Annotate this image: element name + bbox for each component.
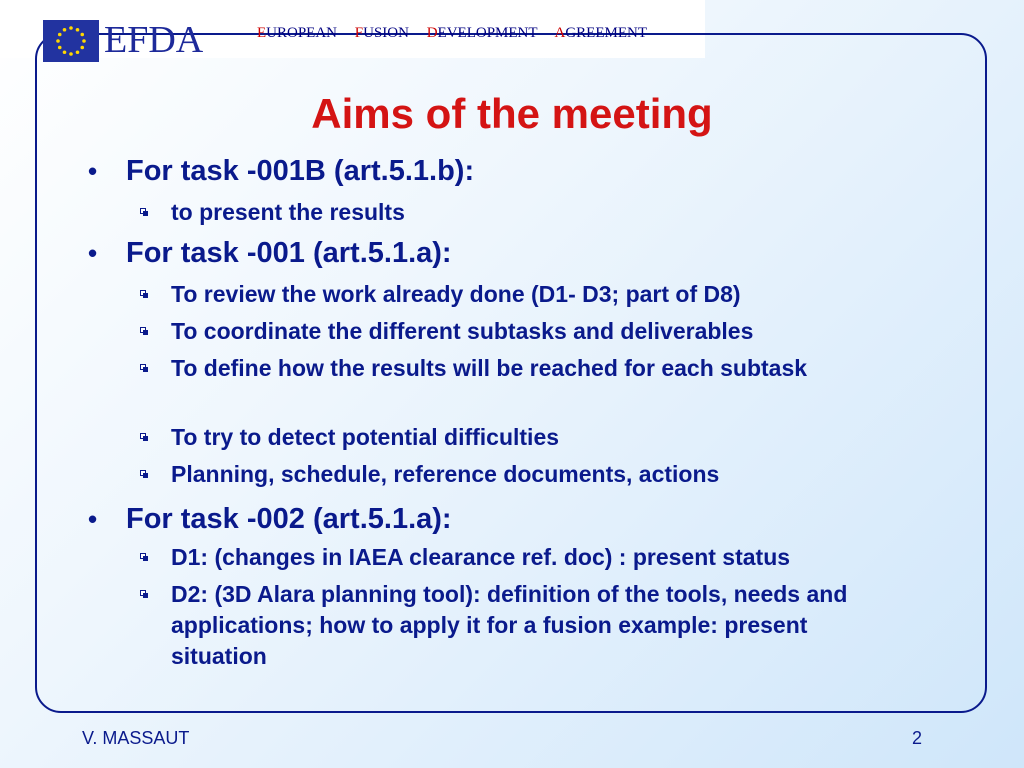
organization-tagline bbox=[257, 24, 647, 42]
bullet-dot-icon: • bbox=[88, 504, 98, 534]
flag-star bbox=[58, 46, 62, 50]
footer-page-number: 2 bbox=[912, 728, 923, 748]
tagline-word: EUROPEAN bbox=[257, 25, 338, 41]
flag-star bbox=[82, 39, 86, 43]
flag-star bbox=[80, 33, 84, 37]
square-bullet-icon bbox=[140, 553, 146, 559]
flag-star bbox=[63, 28, 67, 32]
sub-bullet-item: to present the results bbox=[171, 197, 971, 228]
flag-star bbox=[80, 46, 84, 50]
bullet-dot-icon: • bbox=[88, 238, 98, 268]
square-bullet-icon bbox=[140, 364, 146, 370]
flag-star bbox=[56, 39, 60, 43]
flag-star bbox=[58, 33, 62, 37]
eu-flag-icon bbox=[43, 20, 99, 62]
bullet-heading: • For task -001 (art.5.1.a): bbox=[88, 237, 452, 269]
efda-logo-text: EFDA bbox=[104, 19, 204, 61]
bullet-heading: • For task -002 (art.5.1.a): bbox=[88, 503, 452, 535]
sub-bullet-item: D1: (changes in IAEA clearance ref. doc) : present status bbox=[171, 542, 971, 573]
sub-bullet-item: To review the work already done (D1- D3; part of D8) bbox=[171, 279, 971, 310]
flag-star bbox=[76, 28, 80, 32]
square-bullet-icon bbox=[140, 208, 146, 214]
flag-star bbox=[69, 52, 73, 56]
sub-bullet-item: D2: (3D Alara planning tool): definition of the tools, needs and applications; how to apply it for a fusion example: present situation bbox=[171, 579, 891, 672]
square-bullet-icon bbox=[140, 290, 146, 296]
flag-star bbox=[63, 50, 67, 54]
tagline-word: DEVELOPMENT bbox=[426, 25, 538, 41]
slide-title: Aims of the meeting bbox=[311, 90, 713, 137]
square-bullet-icon bbox=[140, 327, 146, 333]
square-bullet-icon bbox=[140, 470, 146, 476]
footer-author: V. MASSAUT bbox=[82, 728, 190, 748]
sub-bullet-item: To define how the results will be reached for each subtask bbox=[171, 353, 861, 384]
bullet-heading: • For task -001B (art.5.1.b): bbox=[88, 155, 475, 187]
square-bullet-icon bbox=[140, 433, 146, 439]
flag-star bbox=[76, 50, 80, 54]
sub-bullet-item: To try to detect potential difficulties bbox=[171, 422, 971, 453]
bullet-dot-icon: • bbox=[88, 156, 98, 186]
tagline-word: FUSION bbox=[354, 25, 409, 41]
square-bullet-icon bbox=[140, 590, 146, 596]
sub-bullet-item: To coordinate the different subtasks and deliverables bbox=[171, 316, 971, 347]
sub-bullet-item: Planning, schedule, reference documents, actions bbox=[171, 459, 971, 490]
flag-star bbox=[69, 26, 73, 30]
tagline-word: AGREEMENT bbox=[554, 25, 647, 41]
